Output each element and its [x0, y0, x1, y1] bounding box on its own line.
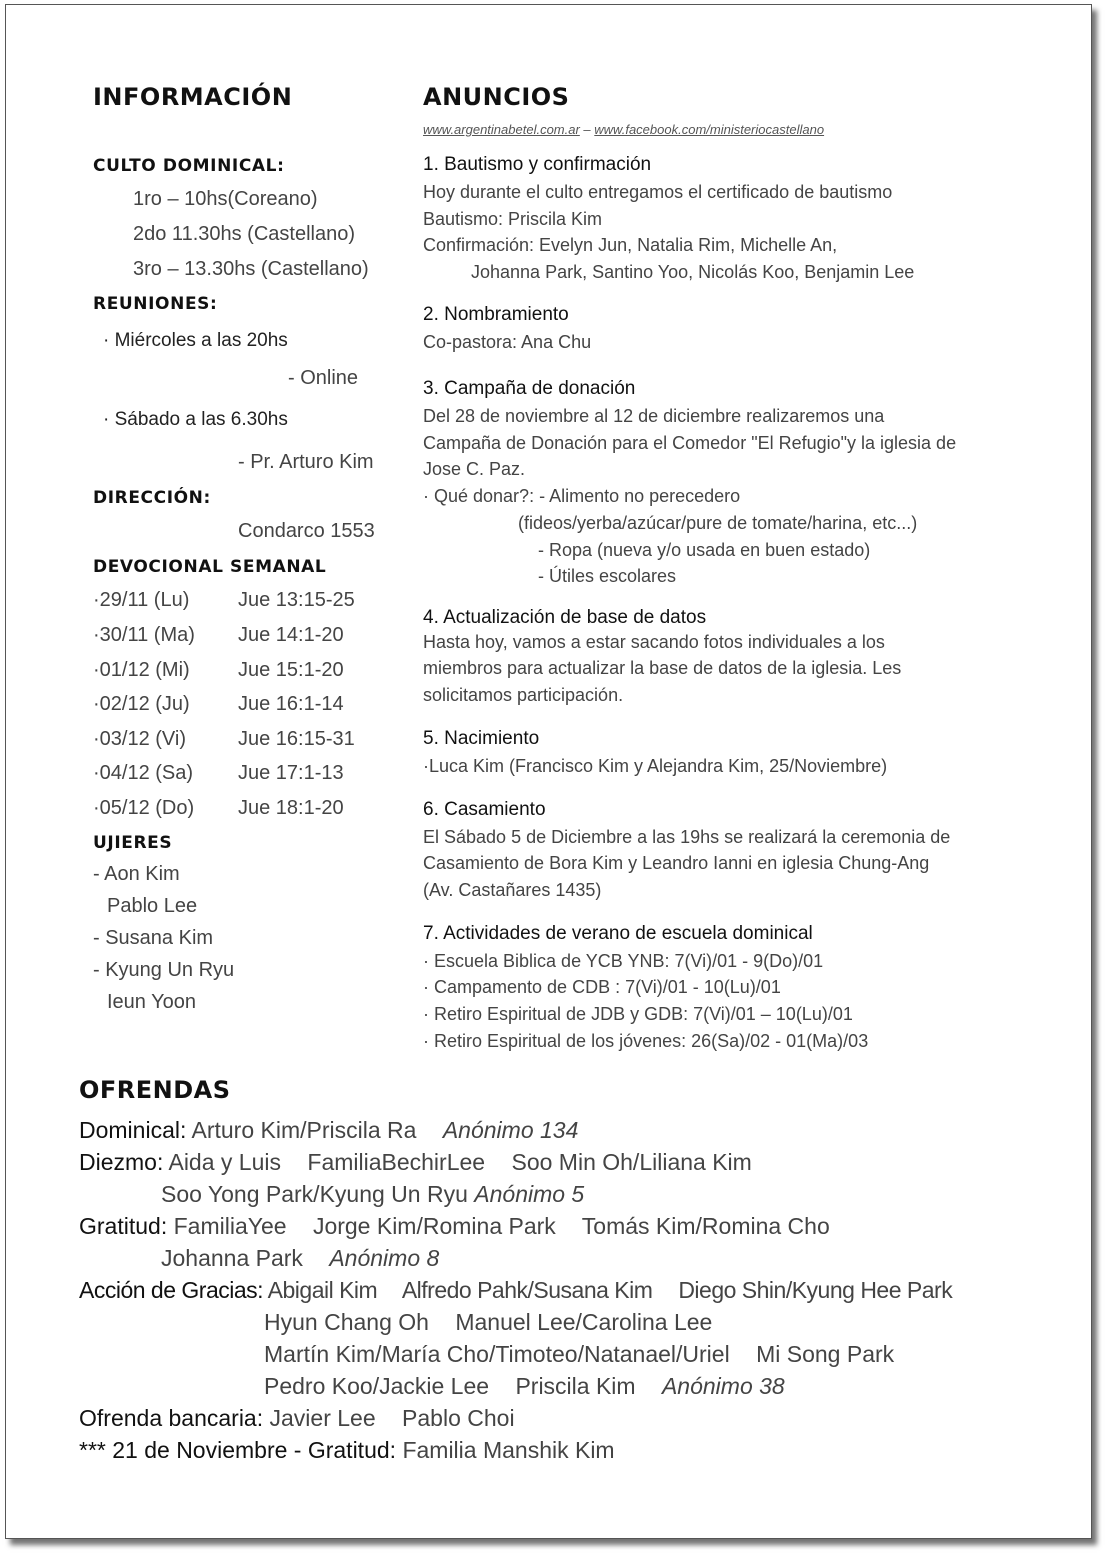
ofrenda-names: Alfredo Pahk/Susana Kim: [401, 1277, 653, 1303]
anuncio-heading: 1. Bautismo y confirmación: [423, 154, 652, 175]
anuncio-line: miembros para actualizar la base de datos de la iglesia. Les: [423, 658, 902, 678]
anuncio-line: Confirmación: Evelyn Jun, Natalia Rim, Michelle An,: [423, 235, 838, 255]
devocional-day: ·03/12 (Vi): [93, 728, 187, 750]
ofrenda-gratitud-cont: [161, 1245, 439, 1272]
anuncio-heading: 4. Actualización de base de datos: [423, 607, 707, 628]
ofrenda-names: Manuel Lee/Carolina Lee: [455, 1309, 713, 1335]
devocional-ref: Jue 17:1-13: [238, 762, 344, 784]
anuncio-line: · Retiro Espiritual de JDB y GDB: 7(Vi)/01 – 10(Lu)/01: [423, 1004, 853, 1024]
anuncio-heading: 6. Casamiento: [423, 799, 546, 820]
ujier-line: - Aon Kim: [93, 863, 180, 885]
ofrenda-dominical: [79, 1117, 578, 1144]
ofrenda-names: Soo Yong Park/Kyung Un Ryu: [161, 1181, 468, 1207]
anuncio-heading: 5. Nacimiento: [423, 728, 540, 749]
anuncio-line: - Ropa (nueva y/o usada en buen estado): [538, 540, 871, 560]
devocional-ref: Jue 16:1-14: [238, 693, 344, 715]
ofrenda-anon: Anónimo 5: [474, 1181, 585, 1207]
ofrenda-names: Soo Min Oh/Liliana Kim: [511, 1149, 752, 1175]
anuncio-line: Hasta hoy, vamos a estar sacando fotos individuales a los: [423, 632, 885, 652]
ofrenda-label: Acción de Gracias:: [79, 1277, 264, 1303]
culto-item-1: 1ro – 10hs(Coreano): [133, 188, 318, 210]
anuncio-line: solicitamos participación.: [423, 685, 624, 705]
facebook-link[interactable]: www.facebook.com/ministeriocastellano: [594, 122, 825, 137]
devocional-day: ·04/12 (Sa): [93, 762, 194, 784]
ujier-line: Pablo Lee: [107, 895, 198, 917]
ofrenda-names: Abigail Kim: [267, 1277, 378, 1303]
direccion-value: Condarco 1553: [238, 520, 375, 542]
devocional-heading: DEVOCIONAL SEMANAL: [93, 557, 327, 577]
ofrenda-names: Pablo Choi: [402, 1405, 515, 1431]
anuncio-heading: 7. Actividades de verano de escuela dominical: [423, 923, 813, 944]
ofrenda-label: *** 21 de Noviembre - Gratitud:: [79, 1437, 397, 1463]
devocional-day: ·02/12 (Ju): [93, 693, 190, 715]
devocional-day: ·29/11 (Lu): [93, 589, 190, 611]
anuncio-line: Jose C. Paz.: [423, 459, 526, 479]
anuncio-line: Campaña de Donación para el Comedor "El Refugio"y la iglesia de: [423, 433, 957, 453]
ofrenda-label: Gratitud:: [79, 1213, 168, 1239]
ofrenda-names: Martín Kim/María Cho/Timoteo/Natanael/Uriel: [264, 1341, 730, 1367]
anuncio-line: Casamiento de Bora Kim y Leandro Ianni en iglesia Chung-Ang: [423, 853, 930, 873]
ofrenda-accion-cont: [264, 1373, 785, 1400]
anuncio-line: - Útiles escolares: [538, 566, 677, 586]
ofrenda-accion-cont: [264, 1341, 894, 1368]
ujier-line: - Susana Kim: [93, 927, 214, 949]
anuncio-line: ·Luca Kim (Francisco Kim y Alejandra Kim, 25/Noviembre): [423, 756, 888, 776]
anuncio-heading: 2. Nombramiento: [423, 304, 569, 325]
reunion-item-2-note: - Pr. Arturo Kim: [238, 451, 374, 473]
anuncio-line: Bautismo: Priscila Kim: [423, 209, 603, 229]
anuncio-line: (fideos/yerba/azúcar/pure de tomate/harina, etc...): [518, 513, 918, 533]
anuncio-line: El Sábado 5 de Diciembre a las 19hs se realizará la ceremonia de: [423, 827, 951, 847]
link-separator: –: [579, 122, 595, 137]
devocional-ref: Jue 16:15-31: [238, 728, 355, 750]
ofrenda-names: FamiliaBechirLee: [307, 1149, 486, 1175]
anuncio-line: Johanna Park, Santino Yoo, Nicolás Koo, Benjamin Lee: [471, 262, 915, 282]
culto-item-3: 3ro – 13.30hs (Castellano): [133, 258, 369, 280]
bulletin-page: [5, 4, 1092, 1539]
ofrenda-bancaria: [79, 1405, 515, 1432]
anuncio-line: (Av. Castañares 1435): [423, 880, 602, 900]
anuncios-title: ANUNCIOS: [423, 83, 570, 111]
ujier-line: - Kyung Un Ryu: [93, 959, 235, 981]
ofrenda-accion-cont: [264, 1309, 712, 1336]
ofrenda-names: Diego Shin/Kyung Hee Park: [678, 1277, 953, 1303]
anuncio-line: · Retiro Espiritual de los jóvenes: 26(Sa)/02 - 01(Ma)/03: [423, 1031, 869, 1051]
ofrenda-names: Familia Manshik Kim: [402, 1437, 615, 1463]
ujieres-heading: UJIERES: [93, 833, 173, 853]
ofrenda-label: Ofrenda bancaria:: [79, 1405, 264, 1431]
ofrenda-gratitud: [79, 1213, 830, 1240]
ofrenda-names: Tomás Kim/Romina Cho: [581, 1213, 830, 1239]
reunion-item-1-note: - Online: [288, 367, 359, 389]
reunion-item-2: · Sábado a las 6.30hs: [103, 409, 288, 430]
ofrenda-anon: Anónimo 38: [661, 1373, 785, 1399]
ofrenda-label: Diezmo:: [79, 1149, 164, 1175]
devocional-day: ·01/12 (Mi): [93, 659, 190, 681]
ofrenda-names: Jorge Kim/Romina Park: [312, 1213, 556, 1239]
ofrenda-names: Javier Lee: [269, 1405, 376, 1431]
ofrenda-names: Priscila Kim: [515, 1373, 636, 1399]
ofrenda-especial: [79, 1437, 615, 1464]
anuncio-heading: 3. Campaña de donación: [423, 378, 636, 399]
ofrenda-accion: [79, 1277, 952, 1304]
ofrenda-names: Aida y Luis: [168, 1149, 281, 1175]
info-title: INFORMACIÓN: [93, 83, 293, 111]
ujier-line: Ieun Yoon: [107, 991, 196, 1013]
culto-heading: CULTO DOMINICAL:: [93, 156, 285, 176]
ofrenda-names: FamiliaYee: [173, 1213, 287, 1239]
devocional-ref: Jue 18:1-20: [238, 797, 344, 819]
devocional-day: ·30/11 (Ma): [93, 624, 195, 646]
ofrenda-names: Hyun Chang Oh: [264, 1309, 429, 1335]
ofrendas-title: OFRENDAS: [79, 1076, 231, 1104]
anuncio-line: · Campamento de CDB : 7(Vi)/01 - 10(Lu)/01: [423, 977, 781, 997]
anuncio-line: · Escuela Biblica de YCB YNB: 7(Vi)/01 - 9(Do)/01: [423, 951, 824, 971]
ofrenda-anon: Anónimo 134: [442, 1117, 579, 1143]
anuncio-line: · Qué donar?: - Alimento no perecedero: [423, 486, 741, 506]
devocional-ref: Jue 15:1-20: [238, 659, 344, 681]
ofrenda-names: Johanna Park: [161, 1245, 303, 1271]
ofrenda-names: Mi Song Park: [756, 1341, 895, 1367]
devocional-ref: Jue 14:1-20: [238, 624, 344, 646]
ofrenda-diezmo-cont: [161, 1181, 584, 1208]
ofrenda-diezmo: [79, 1149, 752, 1176]
ofrenda-label: Dominical:: [79, 1117, 187, 1143]
culto-item-2: 2do 11.30hs (Castellano): [133, 223, 355, 245]
anuncio-line: Co-pastora: Ana Chu: [423, 332, 592, 352]
ofrenda-names: Arturo Kim/Priscila Ra: [191, 1117, 417, 1143]
reunion-item-1: · Miércoles a las 20hs: [103, 330, 288, 351]
anuncio-line: Hoy durante el culto entregamos el certificado de bautismo: [423, 182, 893, 202]
anuncios-links: [423, 119, 824, 138]
devocional-ref: Jue 13:15-25: [238, 589, 355, 611]
ofrenda-names: Pedro Koo/Jackie Lee: [264, 1373, 490, 1399]
ofrenda-anon: Anónimo 8: [329, 1245, 440, 1271]
anuncio-line: Del 28 de noviembre al 12 de diciembre realizaremos una: [423, 406, 885, 426]
website-link[interactable]: www.argentinabetel.com.ar: [423, 122, 580, 137]
reuniones-heading: REUNIONES:: [93, 294, 218, 314]
devocional-day: ·05/12 (Do): [93, 797, 195, 819]
direccion-heading: DIRECCIÓN:: [93, 488, 211, 508]
